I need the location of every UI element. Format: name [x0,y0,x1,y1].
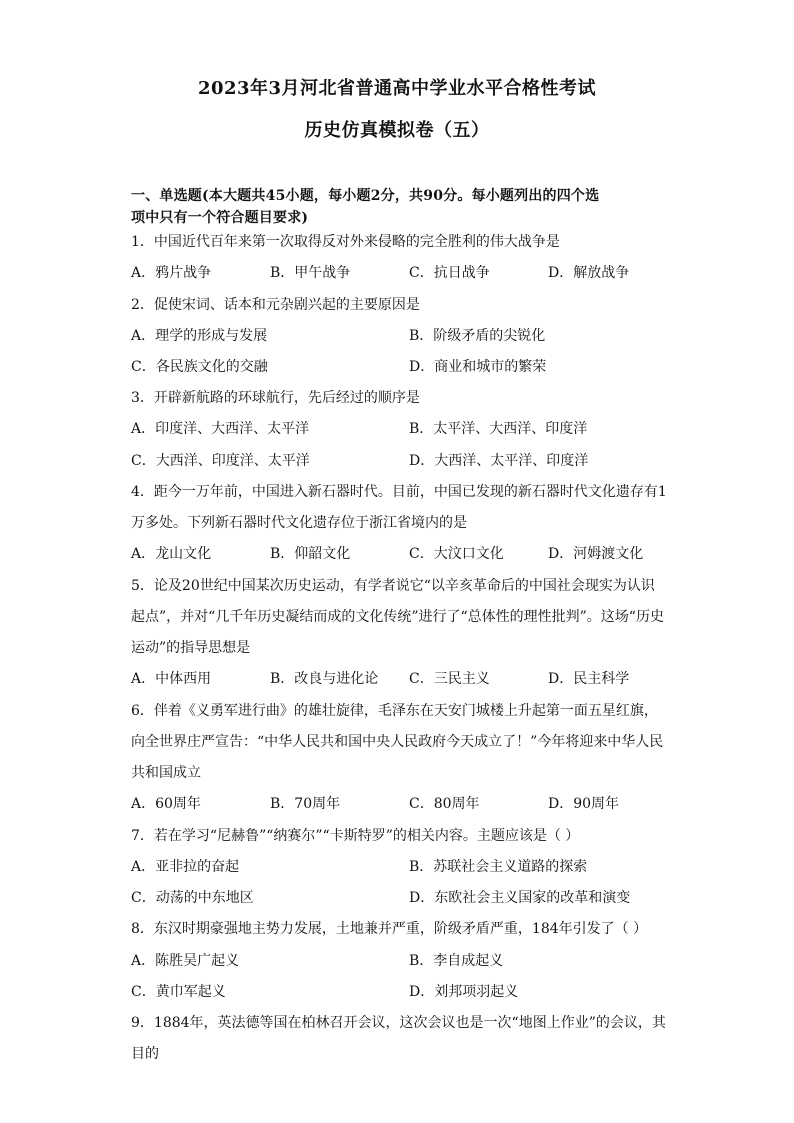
question-4-option-c[interactable]: C．大汶口文化 [409,546,504,562]
exam-title: 2023年3月河北省普通高中学业水平合格性考试 [197,78,597,99]
question-6-stem-line-1: 6．伴着《义勇军进行曲》的雄壮旋律，毛泽东在天安门城楼上升起第一面五星红旗， [131,703,658,719]
question-3-stem: 3．开辟新航路的环球航行，先后经过的顺序是 [131,390,420,406]
question-3-option-c[interactable]: C．大西洋、印度洋、太平洋 [131,453,310,469]
question-3-option-b[interactable]: B．太平洋、大西洋、印度洋 [409,421,588,437]
question-2-option-d[interactable]: D．商业和城市的繁荣 [409,359,547,375]
question-1-option-d[interactable]: D．解放战争 [548,265,630,281]
question-1-option-a[interactable]: A．鸦片战争 [131,265,212,281]
question-6-option-c[interactable]: C．80周年 [409,796,480,812]
question-9-stem-line-2: 目的 [131,1046,159,1062]
question-7-option-c[interactable]: C．动荡的中东地区 [131,890,254,906]
question-1-stem: 1．中国近代百年来第一次取得反对外来侵略的完全胜利的伟大战争是 [131,234,560,250]
question-8-option-b[interactable]: B．李自成起义 [409,953,504,969]
question-5-stem-line-1: 5．论及20世纪中国某次历史运动，有学者说它“以辛亥革命后的中国社会现实为认识 [131,578,655,594]
question-4-option-a[interactable]: A．龙山文化 [131,546,212,562]
question-3-option-a[interactable]: A．印度洋、大西洋、太平洋 [131,421,310,437]
question-8-option-c[interactable]: C．黄巾军起义 [131,984,226,1000]
question-6-stem-line-3: 共和国成立 [131,765,201,781]
question-5-option-b[interactable]: B．改良与进化论 [270,671,379,687]
question-5-option-a[interactable]: A．中体西用 [131,671,212,687]
question-7-option-b[interactable]: B．苏联社会主义道路的探索 [409,859,588,875]
question-4-option-b[interactable]: B．仰韶文化 [270,546,351,562]
question-4-stem-line-2: 万多处。下列新石器时代文化遗存位于浙江省境内的是 [131,515,467,531]
question-5-stem-line-2: 起点”，并对“几千年历史凝结而成的文化传统”进行了“总体性的理性批判”。这场“历史 [131,609,664,625]
question-3-option-d[interactable]: D．大西洋、太平洋、印度洋 [409,453,589,469]
question-2-option-c[interactable]: C．各民族文化的交融 [131,359,268,375]
question-6-stem-line-2: 向全世界庄严宣告：“中华人民共和国中央人民政府今天成立了！”今年将迎来中华人民 [131,734,664,750]
section-heading-line-2: 项中只有一个符合题目要求) [131,210,309,226]
question-7-stem: 7．若在学习“尼赫鲁”“纳赛尔”“卡斯特罗”的相关内容。主题应该是（ ） [131,828,580,844]
question-1-option-b[interactable]: B．甲午战争 [270,265,351,281]
question-2-stem: 2．促使宋词、话本和元杂剧兴起的主要原因是 [131,297,420,313]
question-2-option-b[interactable]: B．阶级矛盾的尖锐化 [409,328,546,344]
question-5-stem-line-3: 运动”的指导思想是 [131,640,251,656]
question-8-option-a[interactable]: A．陈胜吴广起义 [131,953,240,969]
question-4-stem-line-1: 4．距今一万年前，中国进入新石器时代。目前，中国已发现的新石器时代文化遗存有1 [131,484,667,500]
question-5-option-c[interactable]: C．三民主义 [409,671,490,687]
question-1-option-c[interactable]: C．抗日战争 [409,265,490,281]
question-8-stem: 8．东汉时期豪强地主势力发展，土地兼并严重，阶级矛盾严重，184年引发了（ ） [131,921,648,937]
question-6-option-d[interactable]: D．90周年 [548,796,620,812]
question-2-option-a[interactable]: A．理学的形成与发展 [131,328,268,344]
question-6-option-a[interactable]: A．60周年 [131,796,201,812]
section-heading-line-1: 一、单选题(本大题共45小题，每小题2分，共90分。每小题列出的四个选 [131,188,600,204]
question-7-option-d[interactable]: D．东欧社会主义国家的改革和演变 [409,890,631,906]
question-8-option-d[interactable]: D．刘邦项羽起义 [409,984,519,1000]
question-7-option-a[interactable]: A．亚非拉的奋起 [131,859,240,875]
question-9-stem-line-1: 9．1884年，英法德等国在柏林召开会议，这次会议也是一次“地图上作业”的会议，其 [131,1015,666,1031]
question-5-option-d[interactable]: D．民主科学 [548,671,630,687]
question-4-option-d[interactable]: D．河姆渡文化 [548,546,644,562]
question-6-option-b[interactable]: B．70周年 [270,796,341,812]
exam-subtitle: 历史仿真模拟卷（五） [304,120,490,141]
